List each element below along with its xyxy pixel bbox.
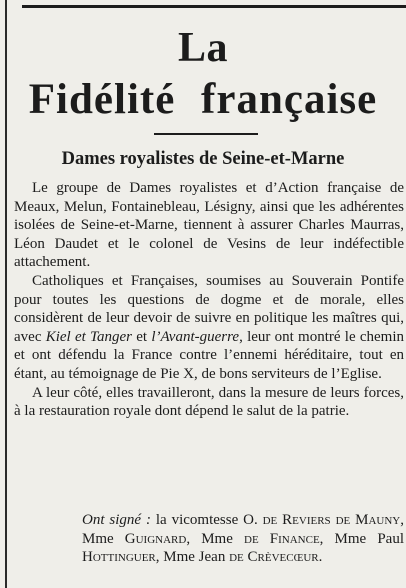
headline-divider <box>154 133 258 135</box>
signatory-3-name: de Finance <box>244 530 320 547</box>
paragraph-2 <box>14 272 404 384</box>
signatory-4-name: Hottinguer <box>82 549 156 566</box>
paragraph-3: A leur côté, elles travailleront, dans la mesure de leurs forces, à la restauration royale dont dépend le salut de la patrie. <box>14 384 404 420</box>
signatory-5-name: de Crèvecœur <box>229 549 319 566</box>
signatory-2-name: Guignard <box>124 530 187 547</box>
column-rule-top <box>22 5 406 8</box>
article-body <box>14 179 404 421</box>
paragraph-1: Le groupe de Dames royalistes et d’Action française de Meaux, Melun, Fontainebleau, Lésigny, ainsi que les adhérentes isolées de Seine-et-Marne, tiennent à assurer Charles Maurras, Léon Daudet et le colonel de Vesins de leur indéfectible attachement. <box>14 180 404 271</box>
paragraph-2-text-a: Catholiques et Françaises, soumises au Souverain Pontife pour toutes les questions de dogme et de morale, elles considèrent de leur devoir de suivre en politique les maîtres qui, avec <box>14 272 404 345</box>
signatories <box>82 511 404 567</box>
section-subheading: Dames royalistes de Seine-et-Marne <box>61 149 345 169</box>
signatory-1-prefix: la vicomtesse O. <box>150 512 263 528</box>
title-avant-guerre: l’Avant-guerre <box>151 328 240 345</box>
title-kiel-et-tanger: Kiel et Tanger <box>45 328 132 345</box>
signatory-2-prefix: , Mme <box>82 512 404 547</box>
signatory-4-prefix: , Mme Paul <box>319 530 404 547</box>
headline-line-1: La <box>177 25 228 71</box>
paragraph-2-text-c: , leur ont montré le chemin et ont défendu la France contre l’ennemi héréditaire, tout en étant, au témoignage de Pie X, de bons serviteurs de l’Eglise. <box>14 328 404 382</box>
signatory-3-prefix: , Mme <box>186 530 244 547</box>
paragraph-2-text-b: et <box>132 328 152 345</box>
signatory-5-prefix: , Mme Jean <box>155 549 230 566</box>
signatories-end: . <box>318 549 323 566</box>
signatory-1-name: de Reviers de Mauny <box>262 512 401 528</box>
signatories-lead: Ont signé : <box>82 512 151 528</box>
headline-line-2: Fidélité française <box>28 76 378 123</box>
